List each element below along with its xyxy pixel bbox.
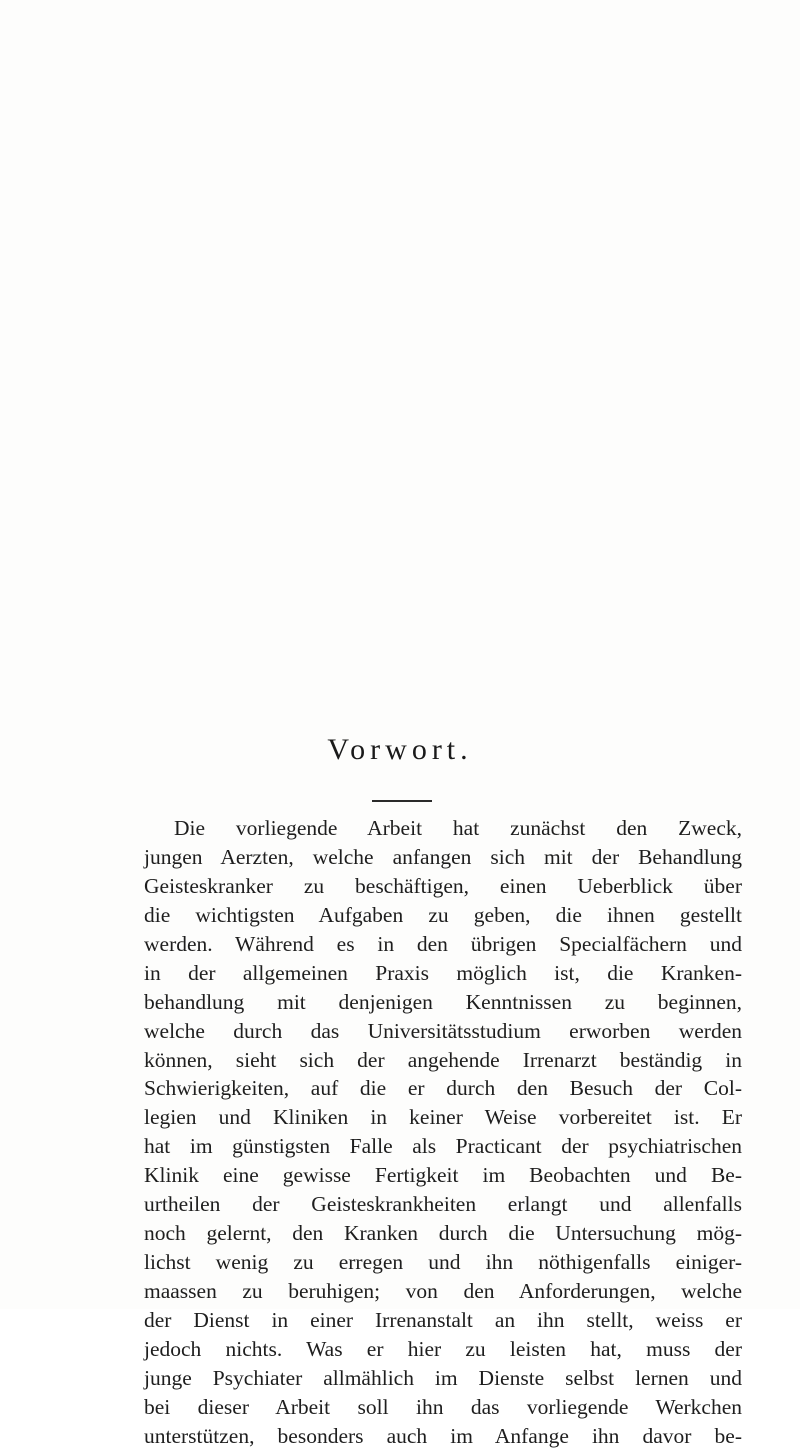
page-title: Vorwort. <box>327 733 473 766</box>
text-line: junge Psychiater allmählich im Dienste selbst lernen und <box>144 1365 742 1390</box>
text-line: Klinik eine gewisse Fertigkeit im Beobachten und Be- <box>144 1163 742 1188</box>
text-line: unterstützen, besonders auch im Anfange ihn davor be- <box>144 1423 742 1448</box>
text-line: maassen zu beruhigen; von den Anforderungen, welche <box>144 1279 742 1303</box>
text-line: können, sieht sich der angehende Irrenarzt beständig in <box>144 1047 742 1072</box>
text-line: behandlung mit denjenigen Kenntnissen zu beginnen, <box>144 989 742 1014</box>
text-line: Die vorliegende Arbeit hat zunächst den Zweck, <box>174 816 742 840</box>
text-line: hat im günstigsten Falle als Practicant der psychiatrischen <box>144 1134 742 1159</box>
text-line: bei dieser Arbeit soll ihn das vorliegende Werkchen <box>144 1394 742 1419</box>
text-line: Schwierigkeiten, auf die er durch den Besuch der Col- <box>144 1076 742 1101</box>
text-line: der Dienst in einer Irrenanstalt an ihn stellt, weiss er <box>144 1307 742 1332</box>
text-line: welche durch das Universitätsstudium erworben werden <box>144 1018 742 1043</box>
text-line: Geisteskranker zu beschäftigen, einen Ueberblick über <box>144 873 742 898</box>
text-line: noch gelernt, den Kranken durch die Untersuchung mög- <box>144 1221 742 1246</box>
text-line: urtheilen der Geisteskrankheiten erlangt und allenfalls <box>144 1192 742 1217</box>
text-line: werden. Während es in den übrigen Specialfächern und <box>144 931 742 956</box>
text-line: legien und Kliniken in keiner Weise vorbereitet ist. Er <box>144 1105 742 1130</box>
text-line: lichst wenig zu erregen und ihn nöthigenfalls einiger- <box>144 1250 742 1275</box>
preface-paragraph <box>144 814 742 1451</box>
text-line: jedoch nichts. Was er hier zu leisten hat, muss der <box>144 1336 742 1361</box>
text-line: die wichtigsten Aufgaben zu geben, die ihnen gestellt <box>144 902 742 927</box>
text-line: jungen Aerzten, welche anfangen sich mit der Behandlung <box>144 844 742 869</box>
title-divider <box>372 800 432 802</box>
text-line: in der allgemeinen Praxis möglich ist, die Kranken- <box>144 960 742 985</box>
